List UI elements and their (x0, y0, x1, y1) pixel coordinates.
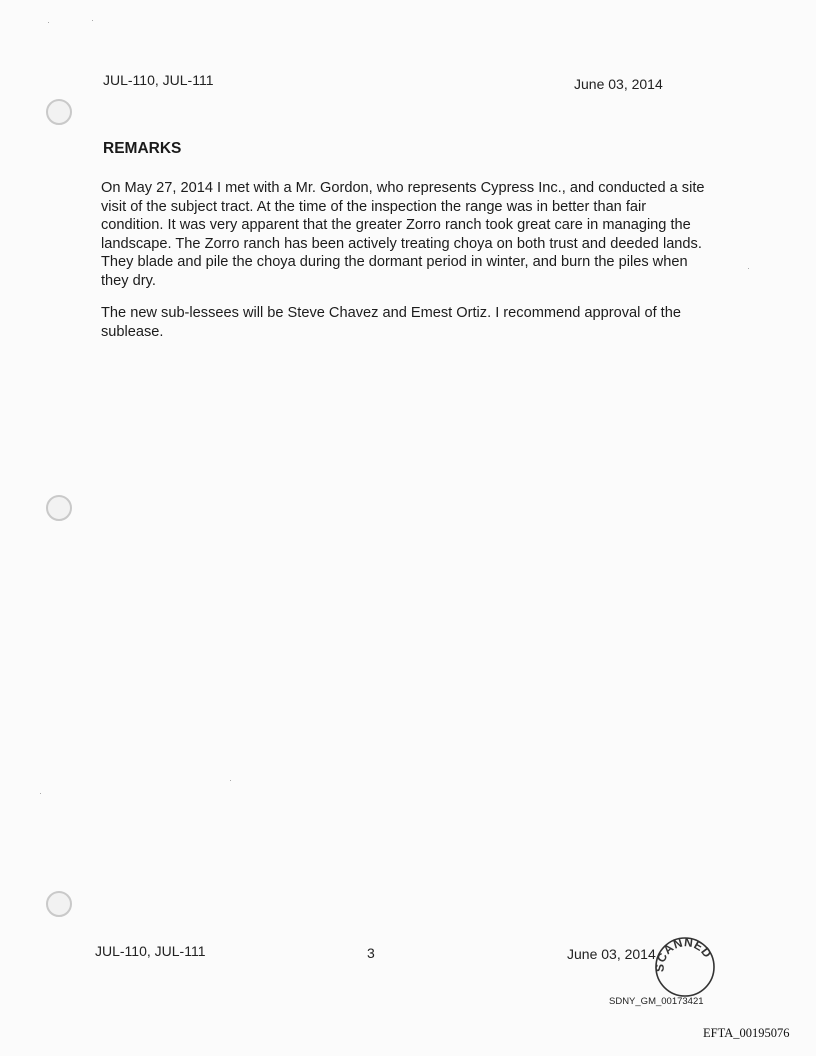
scan-speck (40, 793, 41, 794)
footer-date: June 03, 2014 (567, 946, 656, 962)
footer-tract-ids: JUL-110, JUL-111 (95, 943, 206, 959)
remarks-paragraph-2: The new sub-lessees will be Steve Chavez and Emest Ortiz. I recommend approval of the sublease. (101, 305, 681, 340)
bates-number: SDNY_GM_00173421 (609, 996, 704, 1007)
svg-text:SCANNED (653, 935, 715, 972)
remarks-heading: REMARKS (103, 140, 182, 157)
remarks-paragraph-1: On May 27, 2014 I met with a Mr. Gordon, who represents Cypress Inc., and conducted a site visit of the subject tract. At the time of the inspection the range was in better than fair condition. It was very apparent that the greater Zorro ranch took great care in managing the landscape. The Zorro ranch has been actively treating choya on both trust and deeded lands. They blade and pile the choya during the dormant period in winter, and burn the piles when they dry. (101, 180, 705, 289)
production-id: EFTA_00195076 (703, 1026, 790, 1040)
punch-hole-bottom (46, 891, 72, 917)
header-date: June 03, 2014 (574, 76, 663, 92)
scan-speck (92, 20, 93, 21)
scan-speck (48, 22, 49, 23)
scanned-stamp-text: SCANNED (652, 935, 715, 973)
scanned-stamp-graphic (650, 932, 720, 1000)
punch-hole-middle (46, 495, 72, 521)
punch-hole-top (46, 99, 72, 125)
scan-speck (748, 268, 749, 269)
scan-speck (230, 780, 231, 781)
scanned-stamp (650, 932, 720, 1000)
footer-page-number: 3 (367, 945, 375, 961)
header-tract-ids: JUL-110, JUL-111 (103, 72, 214, 88)
